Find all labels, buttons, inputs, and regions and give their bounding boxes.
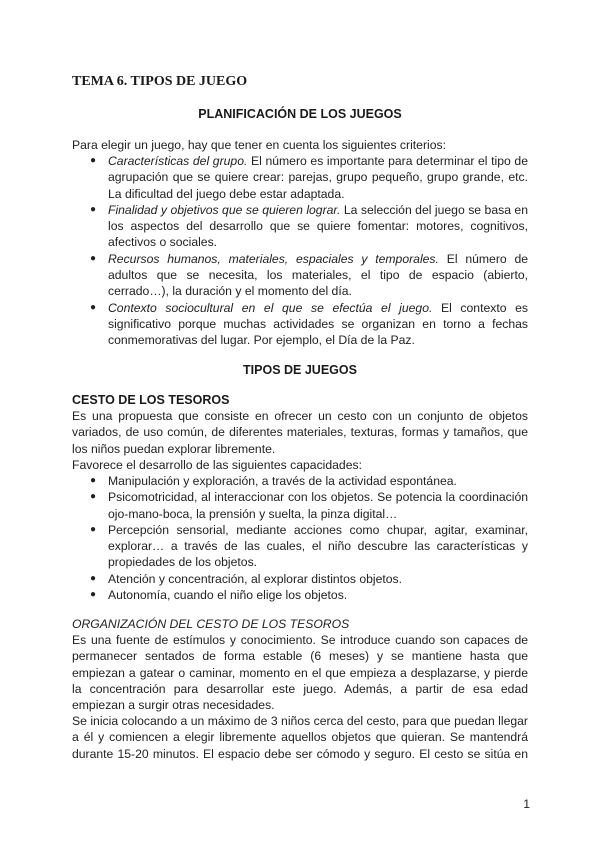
criteria-term: Características del grupo. bbox=[108, 154, 248, 168]
types-heading: TIPOS DE JUEGOS bbox=[243, 363, 357, 377]
criteria-term: Contexto sociocultural en el que se efectúa el juego. bbox=[108, 300, 433, 315]
planning-intro: Para elegir un juego, hay que tener en cuenta los siguientes criterios: bbox=[72, 138, 446, 152]
criteria-text: El número es importante para determinar el tipo de agrupación que se quiere crear: parejas, grupo pequeño, grupo grande, etc. La dificultad del juego debe estar adaptada. bbox=[108, 154, 528, 201]
criteria-term: Finalidad y objetivos que se quieren lograr. bbox=[108, 202, 341, 217]
cesto-heading: CESTO DE LOS TESOROS bbox=[72, 393, 230, 407]
cesto-description: Es una propuesta que consiste en ofrecer un cesto con un conjunto de objetos variados, de uso común, de diferentes materiales, texturas, formas y tamaños, que los niños puedan explorar libremente. bbox=[72, 409, 528, 456]
criteria-item bbox=[72, 202, 528, 251]
organization-paragraph-2: Se inicia colocando a un máximo de 3 niños cerca del cesto, para que puedan llegar a él y comiencen a elegir libremente aquellos objetos que quieran. Se mantendrá durante 15-20 minutos. El espacio debe ser cómodo y seguro. El cesto se sitúa en bbox=[72, 714, 528, 761]
criteria-term: Recursos humanos, materiales, espaciales y temporales. bbox=[108, 251, 439, 266]
capacity-item: ● Psicomotricidad, al interaccionar con los objetos. Se potencia la coordinación ojo-mano-boca, la prensión y suelta, la pinza digital… bbox=[90, 490, 528, 521]
capacity-item: ● Manipulación y exploración, a través de la actividad espontánea. bbox=[90, 474, 457, 488]
bullet-dot-icon: ● bbox=[90, 203, 97, 215]
capacities-intro: Favorece el desarrollo de las siguientes capacidades: bbox=[72, 458, 362, 472]
document-title: TEMA 6. TIPOS DE JUEGO bbox=[72, 74, 248, 89]
bullet-dot-icon: ● bbox=[90, 572, 97, 584]
bullet-dot-icon: ● bbox=[90, 155, 97, 166]
bullet-dot-icon: ● bbox=[90, 523, 97, 535]
planning-heading: PLANIFICACIÓN DE LOS JUEGOS bbox=[198, 107, 402, 121]
criteria-list bbox=[72, 153, 528, 349]
organization-heading: ORGANIZACIÓN DEL CESTO DE LOS TESOROS bbox=[72, 617, 350, 631]
criteria-item bbox=[72, 300, 528, 349]
criteria-item bbox=[72, 153, 528, 202]
criteria-text: El contexto es significativo porque muchas actividades se organizan en torno a fechas conmemorativas del lugar. Por ejemplo, el Día de la Paz. bbox=[108, 300, 528, 348]
criteria-item bbox=[72, 251, 528, 300]
bullet-dot-icon: ● bbox=[90, 301, 97, 313]
bullet-dot-icon: ● bbox=[90, 475, 97, 486]
bullet-dot-icon: ● bbox=[90, 589, 97, 601]
capacity-item: ● Autonomía, cuando el niño elige los objetos. bbox=[90, 588, 348, 603]
criteria-text: La selección del juego se basa en los aspectos del desarrollo que se quiere fomentar: motores, cognitivos, afectivos o sociales. bbox=[108, 202, 528, 250]
capacities-list bbox=[72, 473, 528, 603]
capacity-item: ● Atención y concentración, al explorar distintos objetos. bbox=[90, 571, 403, 586]
criteria-text: El número de adultos que se necesita, los materiales, el tipo de espacio (abierto, cerrado…), la duración y el momento del día. bbox=[108, 251, 529, 299]
page-number: 1 bbox=[523, 797, 530, 811]
bullet-dot-icon: ● bbox=[90, 252, 97, 264]
bullet-dot-icon: ● bbox=[90, 491, 97, 503]
organization-paragraph-1: Es una fuente de estímulos y conocimiento. Se introduce cuando son capaces de permanecer sentados de forma estable (6 meses) y se mantiene hasta que empiezan a gatear o caminar, momento en el que empieza a desplazarse, y pierde la concentración para desarrollar este juego. Además, a partir de esa edad empiezan a surgir otras necesidades. bbox=[72, 633, 528, 713]
capacity-item: ● Percepción sensorial, mediante acciones como chupar, agitar, examinar, explorar… a través de las cuales, el niño descubre las características y propiedades de los objetos. bbox=[90, 522, 528, 570]
